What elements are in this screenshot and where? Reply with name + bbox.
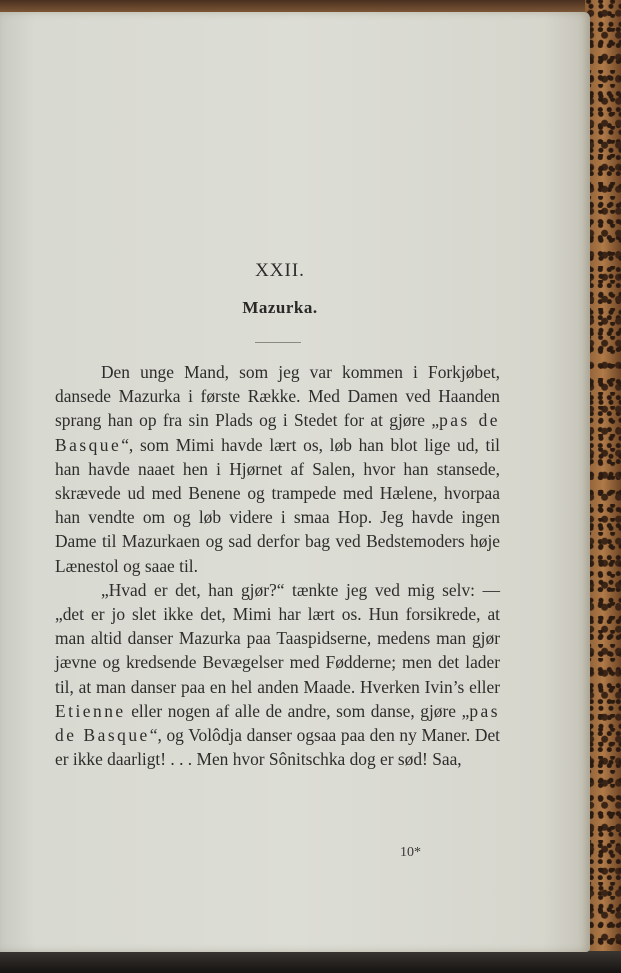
text-run: Den unge Mand, som jeg var kommen i Forkjøbet, dansede Mazurka i første Række. Med Damen ved Haanden sprang han op fra sin Plads og i Stedet for at gjøre „ — [55, 362, 500, 431]
spaced-text-run: pas de Basque — [55, 700, 500, 746]
text-run: eller nogen af alle de andre, som danse, gjøre „ — [125, 700, 470, 721]
chapter-divider — [255, 342, 301, 343]
spaced-text-run: Etienne — [55, 700, 126, 721]
book-fore-edge — [585, 0, 621, 973]
scan-bottom-edge — [0, 951, 621, 973]
chapter-title: Mazurka. — [242, 298, 318, 317]
text-run: “, som Mimi havde lært os, løb han blot lige ud, til han havde naaet hen i Hjørnet af Salen, hvor han stansede, skrævede ud med Benene og trampede med Hælene, hvorpaa han vendte om og løb videre i smaa Hop. Jeg havde ingen Dame til Mazurkaen og sad derfor bag ved Bedstemoders høje Lænestol og saae til. — [55, 434, 500, 576]
text-run: “, og Volôdja danser ogsaa paa den ny Maner. Det er ikke daarligt! . . . Men hvor Sônitschka dog er sød! Saa, — [55, 725, 500, 770]
body-text — [55, 360, 500, 771]
paragraph — [55, 360, 500, 578]
book-top-edge — [0, 0, 621, 12]
spaced-text-run: pas de Basque — [55, 410, 500, 455]
text-run: „Hvad er det, han gjør?“ tænkte jeg ved mig selv: — „det er jo slet ikke det, Mimi har lært os. Hun forsikrede, at man altid danser Mazurka paa Taaspidserne, medens man gjør jævne og kredsende Bevægelser med Fødderne; men det lader til, at man danser paa en hel anden Maade. Hverken Ivin’s eller — [55, 579, 500, 697]
book-page — [0, 12, 590, 952]
chapter-number: XXII. — [255, 260, 305, 281]
printer-signature-mark: 10* — [400, 845, 421, 860]
paragraph — [55, 578, 500, 772]
